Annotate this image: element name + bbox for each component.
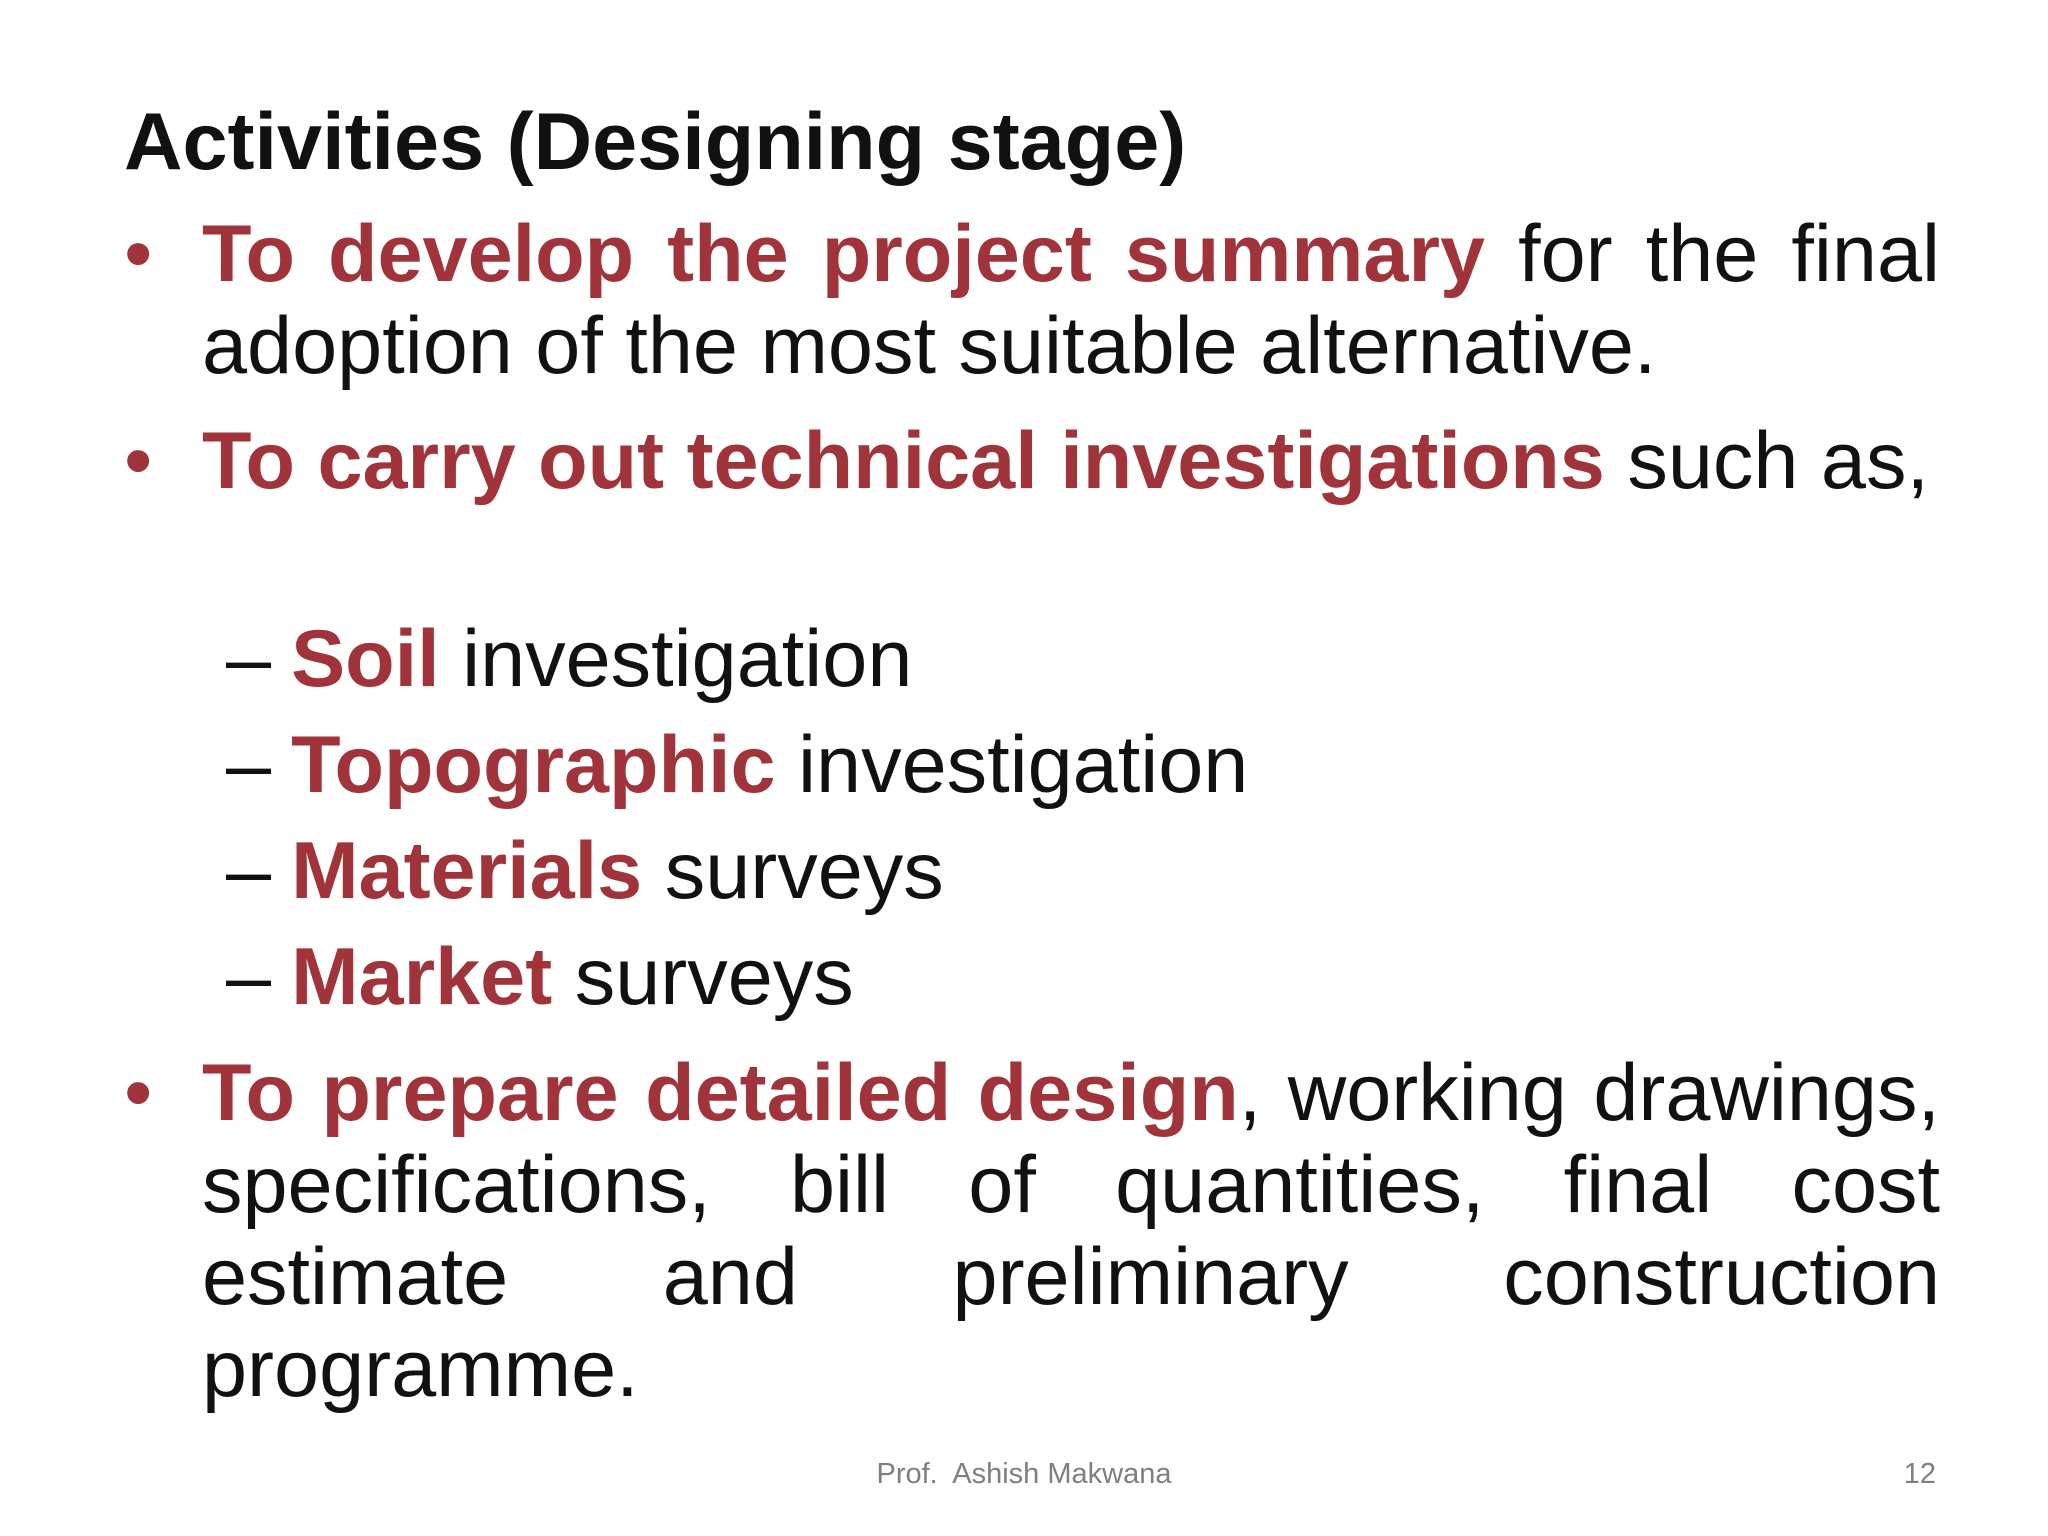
page-number: 12 <box>1903 1458 1936 1490</box>
bullet-text: such as, <box>1604 416 1929 506</box>
sub-highlight: Materials <box>291 826 643 916</box>
bullet-marker: • <box>124 209 153 299</box>
bullet-marker: • <box>124 416 153 506</box>
sub-highlight: Soil <box>291 614 440 704</box>
slide-title: Activities (Designing stage) <box>124 97 1187 187</box>
sub-highlight: Market <box>291 932 553 1022</box>
bullet-highlight: To carry out technical investigations <box>202 416 1605 506</box>
bullet-item <box>124 208 1940 392</box>
bullet-highlight: To develop the project summary <box>202 209 1486 299</box>
bullet-marker: • <box>124 1048 153 1138</box>
sub-item <box>226 825 944 917</box>
bullet-item <box>124 415 1940 507</box>
sub-marker: – <box>226 614 272 704</box>
sub-text: surveys <box>642 826 944 916</box>
sub-item <box>226 931 854 1023</box>
sub-item <box>226 719 1248 811</box>
sub-item <box>226 613 912 705</box>
bullet-text: , working drawings, specifications, bill of quantities, final cost estimate and preliminary construction programme. <box>202 1048 1940 1414</box>
sub-marker: – <box>226 826 272 916</box>
footer-author: Prof. Ashish Makwana <box>876 1458 1172 1490</box>
sub-text: surveys <box>552 932 854 1022</box>
sub-text: investigation <box>439 614 913 704</box>
bullet-text: for the final adoption of the most suitable alternative. <box>202 209 1940 391</box>
sub-marker: – <box>226 932 272 1022</box>
bullet-item <box>124 1047 1940 1415</box>
bullet-highlight: To prepare detailed design <box>202 1048 1239 1138</box>
sub-marker: – <box>226 720 272 810</box>
sub-text: investigation <box>775 720 1249 810</box>
sub-highlight: Topographic <box>291 720 776 810</box>
